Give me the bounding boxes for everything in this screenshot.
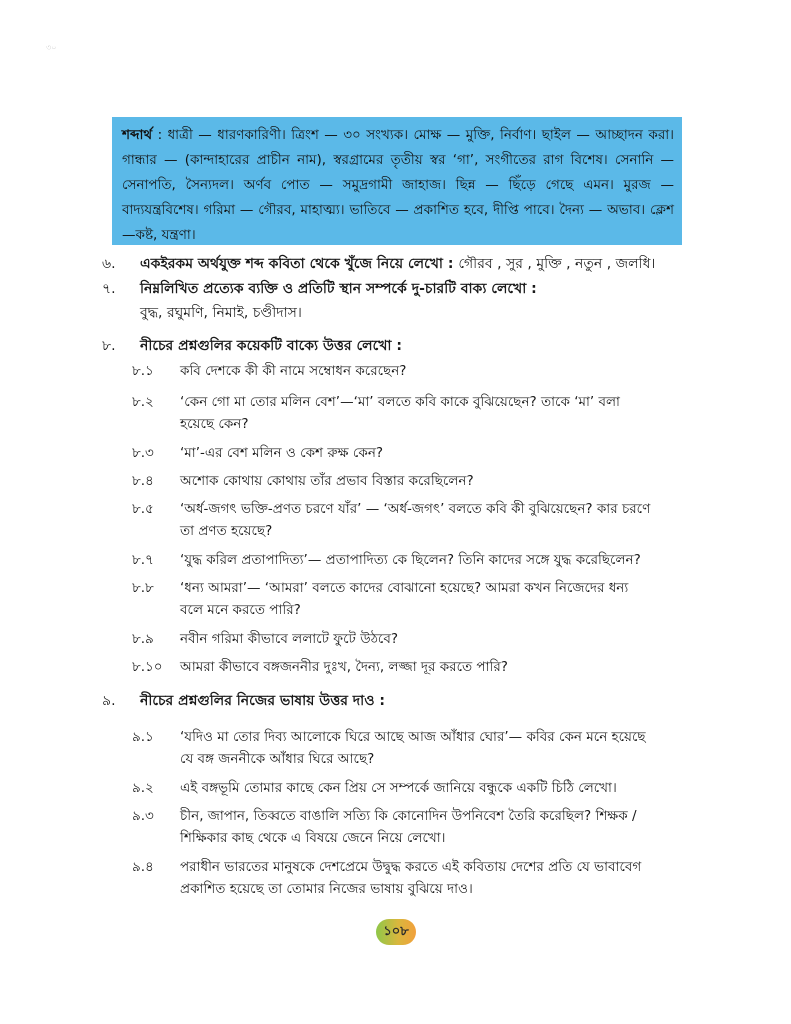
question-6 bbox=[140, 252, 655, 276]
subquestion-number: ৯.৩ bbox=[132, 808, 154, 824]
question-6-text: একইরকম অর্থযুক্ত শব্দ কবিতা থেকে খুঁজে নিয়ে লেখো : bbox=[140, 256, 459, 272]
subquestion-text: ‘কেন গো মা তোর মলিন বেশ’—‘মা’ বলতে কবি কাকে বুঝিয়েছেন? তাকে ‘মা’ বলা bbox=[180, 394, 620, 410]
subquestion-text: ‘যুদ্ধ করিল প্রতাপাদিত্য’— প্রতাপাদিত্য কে ছিলেন? তিনি কাদের সঙ্গে যুদ্ধ করেছিলেন? bbox=[180, 552, 641, 568]
subquestion-text-continued: প্রকাশিত হয়েছে তা তোমার নিজের ভাষায় বুঝিয়ে দাও। bbox=[180, 881, 473, 897]
subquestion-number: ৮.৩ bbox=[132, 445, 154, 461]
subquestion-number: ৯.১ bbox=[132, 729, 154, 745]
subquestion-text: এই বঙ্গভূমি তোমার কাছে কেন প্রিয় সে সম্পর্কে জানিয়ে বন্ধুকে একটি চিঠি লেখো। bbox=[180, 780, 617, 796]
subquestion-text: আমরা কীভাবে বঙ্গজননীর দুঃখ, দৈন্য, লজ্জা দূর করতে পারি? bbox=[180, 659, 508, 675]
subquestion-text: চীন, জাপান, তিব্বতে বাঙালি সত্যি কি কোনোদিন উপনিবেশ তৈরি করেছিল? শিক্ষক / bbox=[180, 808, 637, 824]
question-7-text: নিম্নলিখিত প্রত্যেক ব্যক্তি ও প্রতিটি স্থান সম্পর্কে দু-চারটি বাক্য লেখো : bbox=[140, 281, 537, 297]
subquestion-text: পরাধীন ভারতের মানুষকে দেশপ্রেমে উদ্বুদ্ধ করতে এই কবিতায় দেশের প্রতি যে ভাবাবেগ bbox=[180, 859, 642, 875]
subquestion-number: ৮.১ bbox=[132, 363, 154, 379]
question-6-words: গৌরব , সুর , মুক্তি , নতুন , জলধি। bbox=[458, 256, 656, 272]
glossary-label: শব্দার্থ bbox=[122, 127, 153, 143]
question-8-number: ৮. bbox=[102, 338, 116, 354]
subquestion-text: কবি দেশকে কী কী নামে সম্বোধন করেছেন? bbox=[180, 363, 407, 379]
subquestion-text: ‘অর্ধ-জগৎ ভক্তি-প্রণত চরণে যাঁর’ — ‘অর্ধ-জগৎ’ বলতে কবি কী বুঝিয়েছেন? কার চরণে bbox=[180, 501, 651, 517]
subquestion-text: অশোক কোথায় কোথায় তাঁর প্রভাব বিস্তার করেছিলেন? bbox=[180, 473, 474, 489]
glossary-text: : ধাত্রী — ধারণকারিণী। ত্রিংশ — ৩০ সংখ্যক। মোক্ষ — মুক্তি, নির্বাণ। ছাইল — আচ্ছাদন করা। গান্ধার — (কান্দাহারের প্রাচীন নাম), স্বরগ্রামের তৃতীয় স্বর ‘গা’, সংগীতের রাগ বিশেষ। সেনানি — সেনাপতি, সৈন্যদল। অর্ণব পোত — সমুদ্রগামী জাহাজ। ছিন্ন — ছিঁড়ে গেছে এমন। মুরজ — বাদ্যযন্ত্রবিশেষ। গরিমা — গৌরব, মাহাত্ম্য। ভাতিবে — প্রকাশিত হবে, দীপ্তি পাবে। দৈন্য — অভাব। ক্লেশ —কষ্ট, যন্ত্রণা। bbox=[122, 127, 674, 243]
subquestion-number: ৮.২ bbox=[132, 394, 154, 410]
subquestion-text-continued: বলে মনে করতে পারি? bbox=[180, 602, 301, 618]
subquestion-text-continued: হয়েছে কেন? bbox=[180, 416, 249, 432]
subquestion-text: ‘ধন্য আমরা’— ‘আমরা’ বলতে কাদের বোঝানো হয়েছে? আমরা কখন নিজেদের ধন্য bbox=[180, 580, 629, 596]
subquestion-text-continued: তা প্রণত হয়েছে? bbox=[180, 523, 273, 539]
question-9-number: ৯. bbox=[102, 693, 116, 709]
subquestion-text: ‘যদিও মা তোর দিব্য আলোকে ঘিরে আছে আজ আঁধার ঘোর’— কবির কেন মনে হয়েছে bbox=[180, 729, 646, 745]
subquestion-number: ৮.৪ bbox=[132, 473, 154, 489]
subquestion-number: ৮.৫ bbox=[132, 501, 154, 517]
subquestion-text: ‘মা’-এর বেশ মলিন ও কেশ রুক্ষ কেন? bbox=[180, 445, 384, 461]
subquestion-text: নবীন গরিমা কীভাবে ললাটে ফুটে উঠবে? bbox=[180, 631, 399, 647]
question-7-number: ৭. bbox=[102, 281, 116, 297]
subquestion-number: ৮.৭ bbox=[132, 552, 154, 568]
subquestion-text-continued: শিক্ষিকার কাছ থেকে এ বিষয়ে জেনে নিয়ে লেখো। bbox=[180, 830, 446, 846]
subquestion-text-continued: যে বঙ্গ জননীকে আঁধার ঘিরে আছে? bbox=[180, 751, 375, 767]
question-8-text: নীচের প্রশ্নগুলির কয়েকটি বাক্যে উত্তর লেখো : bbox=[140, 338, 402, 354]
page-number-badge: ১০৮ bbox=[376, 919, 416, 945]
corner-mark: ৩০ bbox=[46, 43, 57, 52]
subquestion-number: ৮.৮ bbox=[132, 580, 154, 596]
question-9-text: নীচের প্রশ্নগুলির নিজের ভাষায় উত্তর দাও : bbox=[140, 693, 385, 709]
subquestion-number: ৯.৪ bbox=[132, 859, 154, 875]
subquestion-number: ৮.৯ bbox=[132, 631, 154, 647]
subquestion-number: ৮.১০ bbox=[132, 659, 163, 675]
subquestion-number: ৯.২ bbox=[132, 780, 154, 796]
glossary-box bbox=[112, 117, 682, 245]
question-7-items: বুদ্ধ, রঘুমণি, নিমাই, চণ্ডীদাস। bbox=[140, 305, 302, 321]
question-6-number: ৬. bbox=[102, 256, 116, 272]
